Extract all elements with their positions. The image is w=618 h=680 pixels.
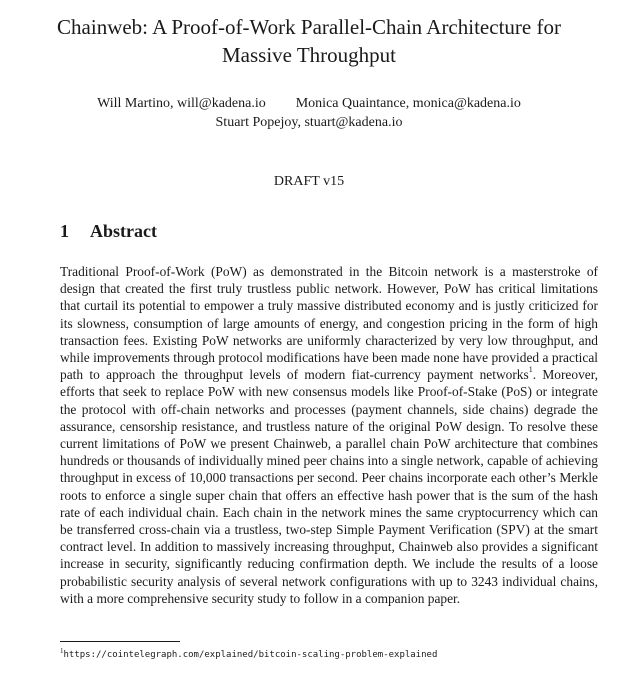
- abstract-paragraph: [60, 263, 598, 607]
- footnote-divider: [60, 641, 180, 642]
- draft-label: DRAFT v15: [273, 174, 345, 189]
- author-block: [30, 94, 588, 132]
- section-title: Abstract: [90, 221, 157, 241]
- abstract-text-part-2: . Moreover, efforts that seek to replace PoW with new consensus models like Proof-of-Stake (PoS) or integrate the protocol with off-chain networks and processes (payment channels, side chains) degrade the assurance, censorship resistance, and trustless nature of the original PoW design. To resolve these current limitations of PoW we present Chainweb, a parallel chain PoW architecture that combines hundreds or thousands of individually mined peer chains into a single network, capable of achieving throughput in excess of 10,000 transactions per second. Peer chains incorporate each other’s Merkle roots to enforce a single super chain that offers an effective hash power that is the sum of the hash rate of each individual chain. Each chain in the network mines the same cryptocurrency which can be transferred cross-chain via a trustless, two-step Simple Payment Verification (SPV) at the smart contract level. In addition to massively increasing throughput, Chainweb also provides a significant increase in security, significantly reducing confirmation depth. We include the results of a loose probabilistic security analysis of several network configurations with up to 3243 individual chains, with a more comprehensive security study to follow in a companion paper.: [60, 367, 598, 606]
- author-quaintance: Monica Quaintance, monica@kadena.io: [295, 96, 521, 111]
- section-heading: [60, 221, 157, 242]
- abstract-text-part-1: Traditional Proof-of-Work (PoW) as demonstrated in the Bitcoin network is a masterstroke of design that created the first truly trustless public network. However, PoW has critical limitations that curtail its potential to empower a truly massive distributed economy and is justly criticized for its slowness, consumption of large amounts of energy, and congestion pricing in the form of high transaction fees. Existing PoW networks are uniformly characterized by very low throughput, and while improvements through protocol modifications have been made none have provided a practical path to approach the throughput levels of modern fiat-currency payment networks: [60, 264, 598, 383]
- footnote-reference[interactable]: 1: [528, 365, 533, 375]
- paper-title: Chainweb: A Proof-of-Work Parallel-Chain Architecture for Massive Throughput: [57, 15, 561, 67]
- footnote-link[interactable]: https://cointelegraph.com/explained/bitcoin-scaling-problem-explained: [63, 650, 438, 660]
- author-popejoy: Stuart Popejoy, stuart@kadena.io: [215, 115, 403, 130]
- footnote: [60, 647, 437, 660]
- author-line-2: [30, 113, 588, 132]
- author-martino: Will Martino, will@kadena.io: [97, 96, 266, 111]
- section-number: 1: [60, 221, 69, 241]
- author-line-1: [30, 94, 588, 113]
- footnote-marker: 1: [60, 647, 64, 655]
